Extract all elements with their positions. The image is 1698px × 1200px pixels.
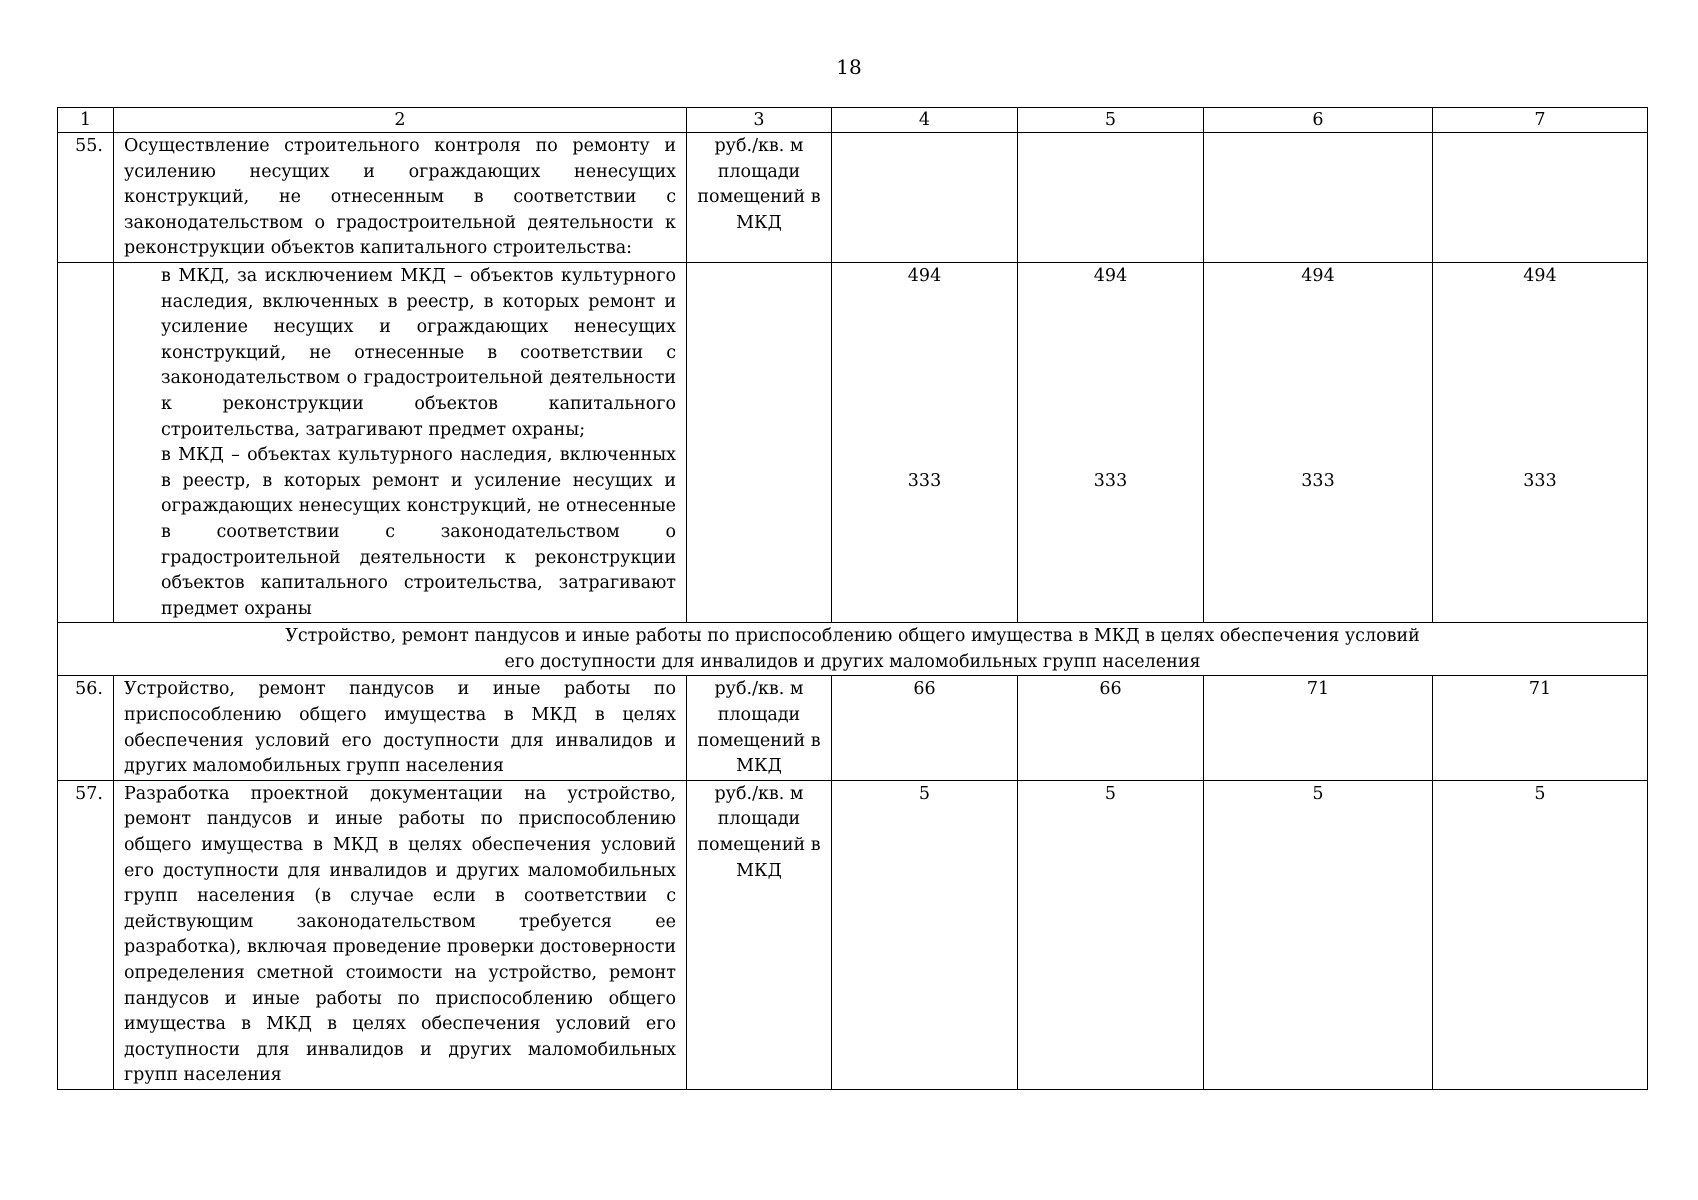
row-number [58, 262, 114, 622]
header-col-1: 1 [58, 108, 114, 133]
value-cell [1018, 133, 1204, 263]
table-row-55-subitems [58, 262, 1648, 622]
tariff-table [57, 107, 1648, 1090]
value-cell [832, 133, 1018, 263]
header-col-2: 2 [114, 108, 687, 133]
row-unit [687, 262, 832, 622]
header-col-6: 6 [1204, 108, 1433, 133]
table-row-55 [58, 133, 1648, 263]
value-subitem-2: 333 [1301, 470, 1335, 491]
value-subitem-2: 333 [907, 470, 942, 491]
value-cell: 66 [832, 676, 1018, 780]
value-subitem-1: 494 [1093, 265, 1128, 286]
value-cell: 5 [832, 780, 1018, 1089]
row-description [114, 262, 687, 622]
header-col-4: 4 [832, 108, 1018, 133]
section-heading-row [58, 623, 1648, 676]
section-heading-line-2: его доступности для инвалидов и других маломобильных групп населения [504, 651, 1201, 672]
value-cell [1433, 262, 1648, 622]
page-number: 18 [836, 55, 862, 79]
subitem-text-1: в МКД, за исключением МКД – объектов культурного наследия, включенных в реестр, в которых ремонт и усиление несущих и ограждающих ненесущих конструкций, не отнесенные в соответствии с законодательством о градостроительной деятельности к реконструкции объектов капитального строительства, затрагивают предмет охраны; [161, 265, 676, 440]
value-subitem-1: 494 [1301, 265, 1335, 286]
row-number: 57. [58, 780, 114, 1089]
row-description: Устройство, ремонт пандусов и иные работы по приспособлению общего имущества в МКД в целях обеспечения условий его доступности для инвалидов и других маломобильных групп населения [114, 676, 687, 780]
value-cell [1204, 133, 1433, 263]
row-description: Разработка проектной документации на устройство, ремонт пандусов и иные работы по приспособлению общего имущества в МКД в целях обеспечения условий его доступности для инвалидов и других маломобильных групп населения (в случае если в соответствии с действующим законодательством требуется ее разработка), включая проведение проверки достоверности определения сметной стоимости на устройство, ремонт пандусов и иные работы по приспособлению общего имущества в МКД в целях обеспечения условий его доступности для инвалидов и других маломобильных групп населения [114, 780, 687, 1089]
value-cell: 71 [1433, 676, 1648, 780]
table-row-57 [58, 780, 1648, 1089]
value-subitem-2: 333 [1523, 470, 1557, 491]
header-col-5: 5 [1018, 108, 1204, 133]
row-number: 56. [58, 676, 114, 780]
row-unit: руб./кв. м площади помещений в МКД [687, 780, 832, 1089]
row-unit: руб./кв. м площади помещений в МКД [687, 133, 832, 263]
section-heading-line-1: Устройство, ремонт пандусов и иные работы по приспособлению общего имущества в МКД в целях обеспечения условий [285, 626, 1420, 647]
value-subitem-1: 494 [1523, 265, 1557, 286]
value-cell [832, 262, 1018, 622]
value-cell: 5 [1433, 780, 1648, 1089]
row-number: 55. [58, 133, 114, 263]
value-cell: 66 [1018, 676, 1204, 780]
value-cell: 5 [1204, 780, 1433, 1089]
header-col-3: 3 [687, 108, 832, 133]
value-cell: 71 [1204, 676, 1433, 780]
row-unit: руб./кв. м площади помещений в МКД [687, 676, 832, 780]
value-cell [1018, 262, 1204, 622]
value-subitem-2: 333 [1093, 470, 1128, 491]
table-row-56 [58, 676, 1648, 780]
value-cell [1433, 133, 1648, 263]
subitem-text-2: в МКД – объектах культурного наследия, включенных в реестр, в которых ремонт и усиление несущих и ограждающих ненесущих конструкций, не отнесенные в соответствии с законодательством о градостроительной деятельности к реконструкции объектов капитального строительства, затрагивают предмет охраны [161, 445, 676, 619]
value-cell [1204, 262, 1433, 622]
value-cell: 5 [1018, 780, 1204, 1089]
value-subitem-1: 494 [907, 265, 942, 286]
row-description: Осуществление строительного контроля по ремонту и усилению несущих и ограждающих ненесущих конструкций, не отнесенным в соответствии с законодательством о градостроительной деятельности к реконструкции объектов капитального строительства: [114, 133, 687, 263]
header-col-7: 7 [1433, 108, 1648, 133]
section-heading [58, 623, 1648, 676]
header-row [58, 108, 1648, 133]
